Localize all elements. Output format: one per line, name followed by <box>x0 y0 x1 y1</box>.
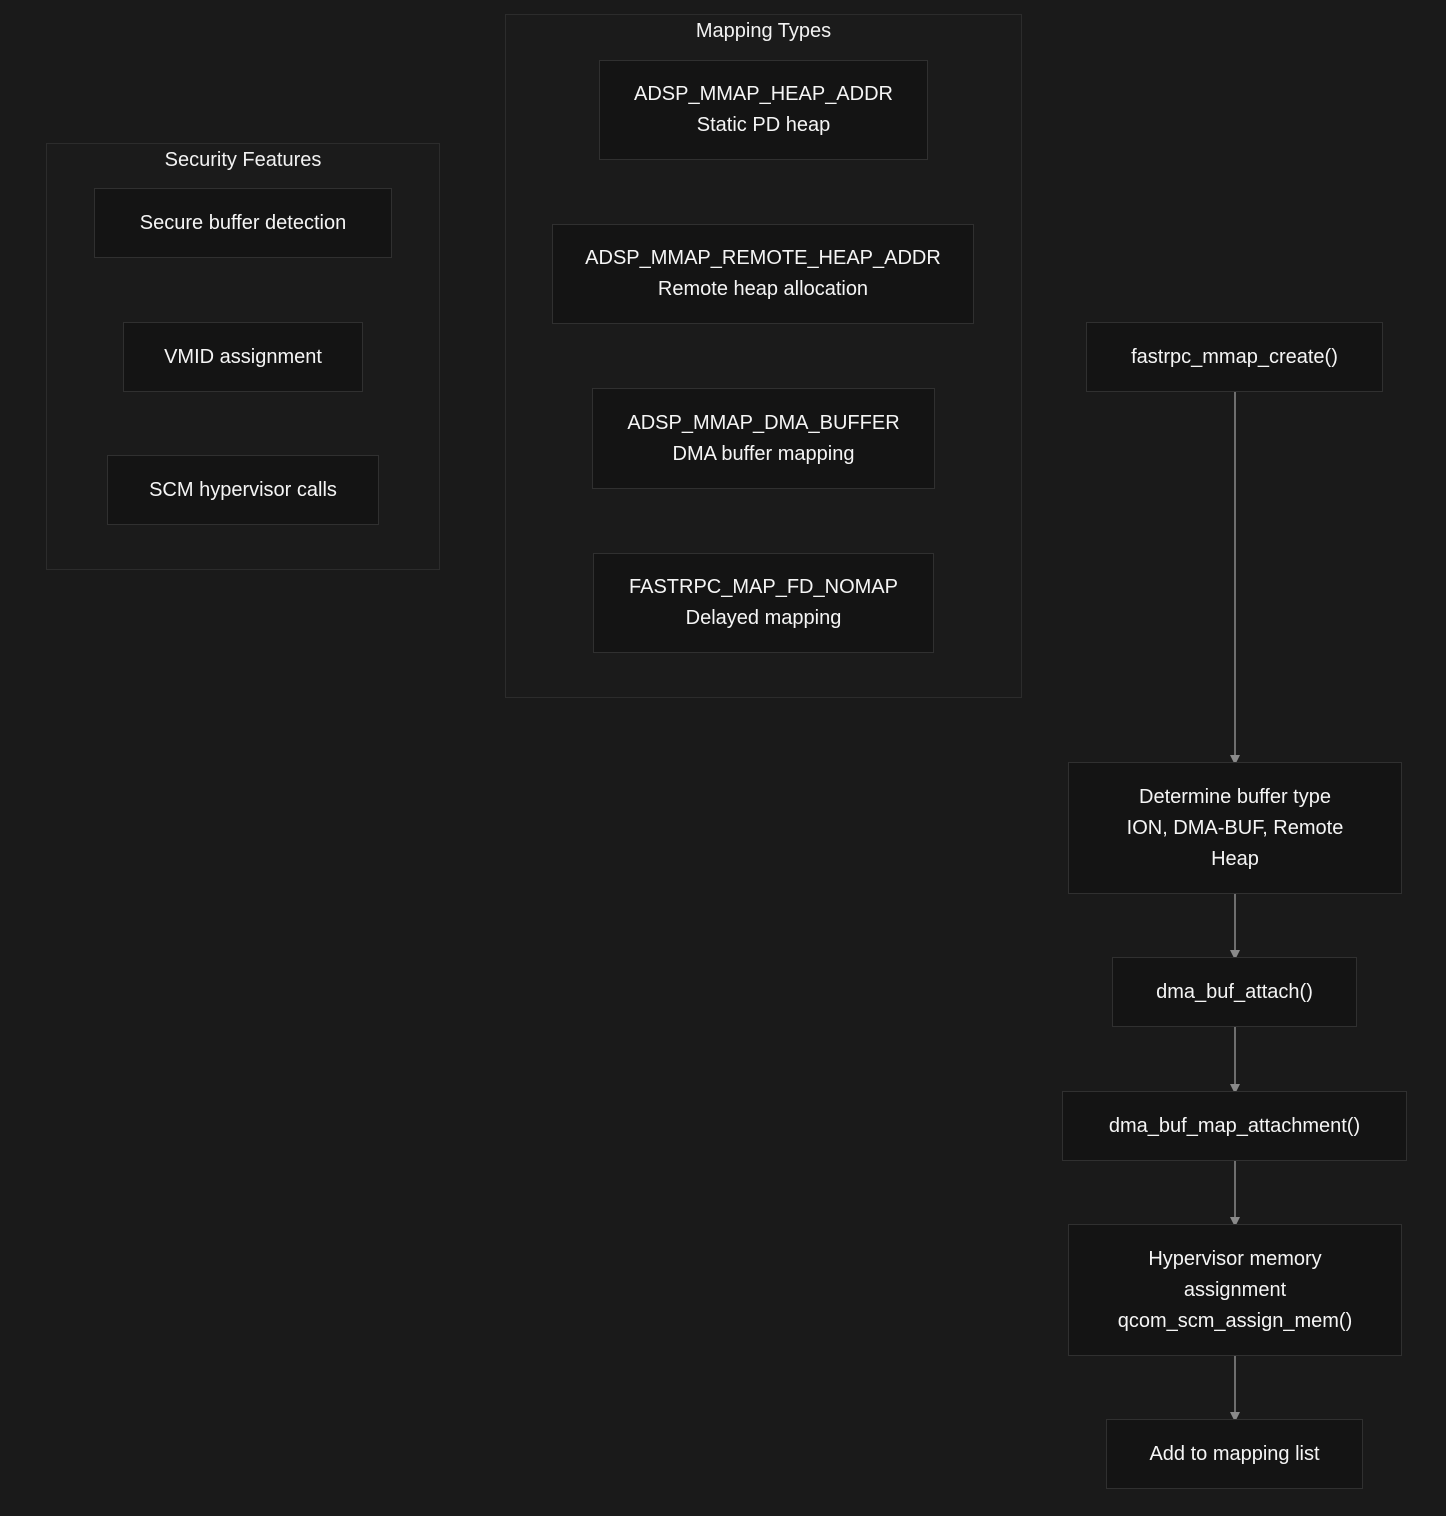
node-label: VMID assignment <box>164 345 322 368</box>
node-fastrpc-map-fd-nomap[interactable] <box>593 553 934 653</box>
node-vmid-assignment[interactable] <box>123 322 363 392</box>
node-label-line: ADSP_MMAP_DMA_BUFFER <box>627 411 900 434</box>
node-dma-buf-map-attachment[interactable] <box>1062 1091 1407 1161</box>
node-dma-buf-attach[interactable] <box>1112 957 1357 1027</box>
node-label-line: Delayed mapping <box>685 607 842 629</box>
node-label: dma_buf_attach() <box>1156 980 1313 1003</box>
node-label-line: Determine buffer type <box>1139 785 1331 808</box>
mapping-types-title: Mapping Types <box>695 20 832 42</box>
node-label-line: ION, DMA-BUF, Remote <box>1126 816 1344 839</box>
node-label: Add to mapping list <box>1149 1442 1320 1465</box>
node-adsp-mmap-dma-buffer[interactable] <box>592 388 935 489</box>
node-label: Secure buffer detection <box>139 211 347 234</box>
security-features-title: Security Features <box>164 149 322 171</box>
node-hypervisor-memory-assignment[interactable] <box>1068 1224 1402 1356</box>
node-adsp-mmap-heap-addr[interactable] <box>599 60 928 160</box>
node-secure-buffer-detection[interactable] <box>94 188 392 258</box>
node-label-line: Hypervisor memory <box>1148 1247 1322 1270</box>
node-label-line: Remote heap allocation <box>657 278 869 300</box>
node-label-line: FASTRPC_MAP_FD_NOMAP <box>629 576 898 598</box>
node-label-line: ADSP_MMAP_REMOTE_HEAP_ADDR <box>585 247 941 269</box>
node-label: fastrpc_mmap_create() <box>1131 345 1338 368</box>
node-label-line: DMA buffer mapping <box>672 442 855 465</box>
node-determine-buffer-type[interactable] <box>1068 762 1402 894</box>
node-label-line: qcom_scm_assign_mem() <box>1117 1309 1353 1332</box>
node-label-line: Static PD heap <box>696 114 831 136</box>
node-add-to-mapping-list[interactable] <box>1106 1419 1363 1489</box>
node-label-line: ADSP_MMAP_HEAP_ADDR <box>634 83 893 105</box>
node-label-line: assignment <box>1183 1278 1287 1301</box>
node-label-line: Heap <box>1211 847 1259 870</box>
node-label: SCM hypervisor calls <box>149 478 337 501</box>
node-adsp-mmap-remote-heap-addr[interactable] <box>552 224 974 324</box>
node-label: dma_buf_map_attachment() <box>1108 1114 1361 1137</box>
node-scm-hypervisor-calls[interactable] <box>107 455 379 525</box>
node-fastrpc-mmap-create[interactable] <box>1086 322 1383 392</box>
